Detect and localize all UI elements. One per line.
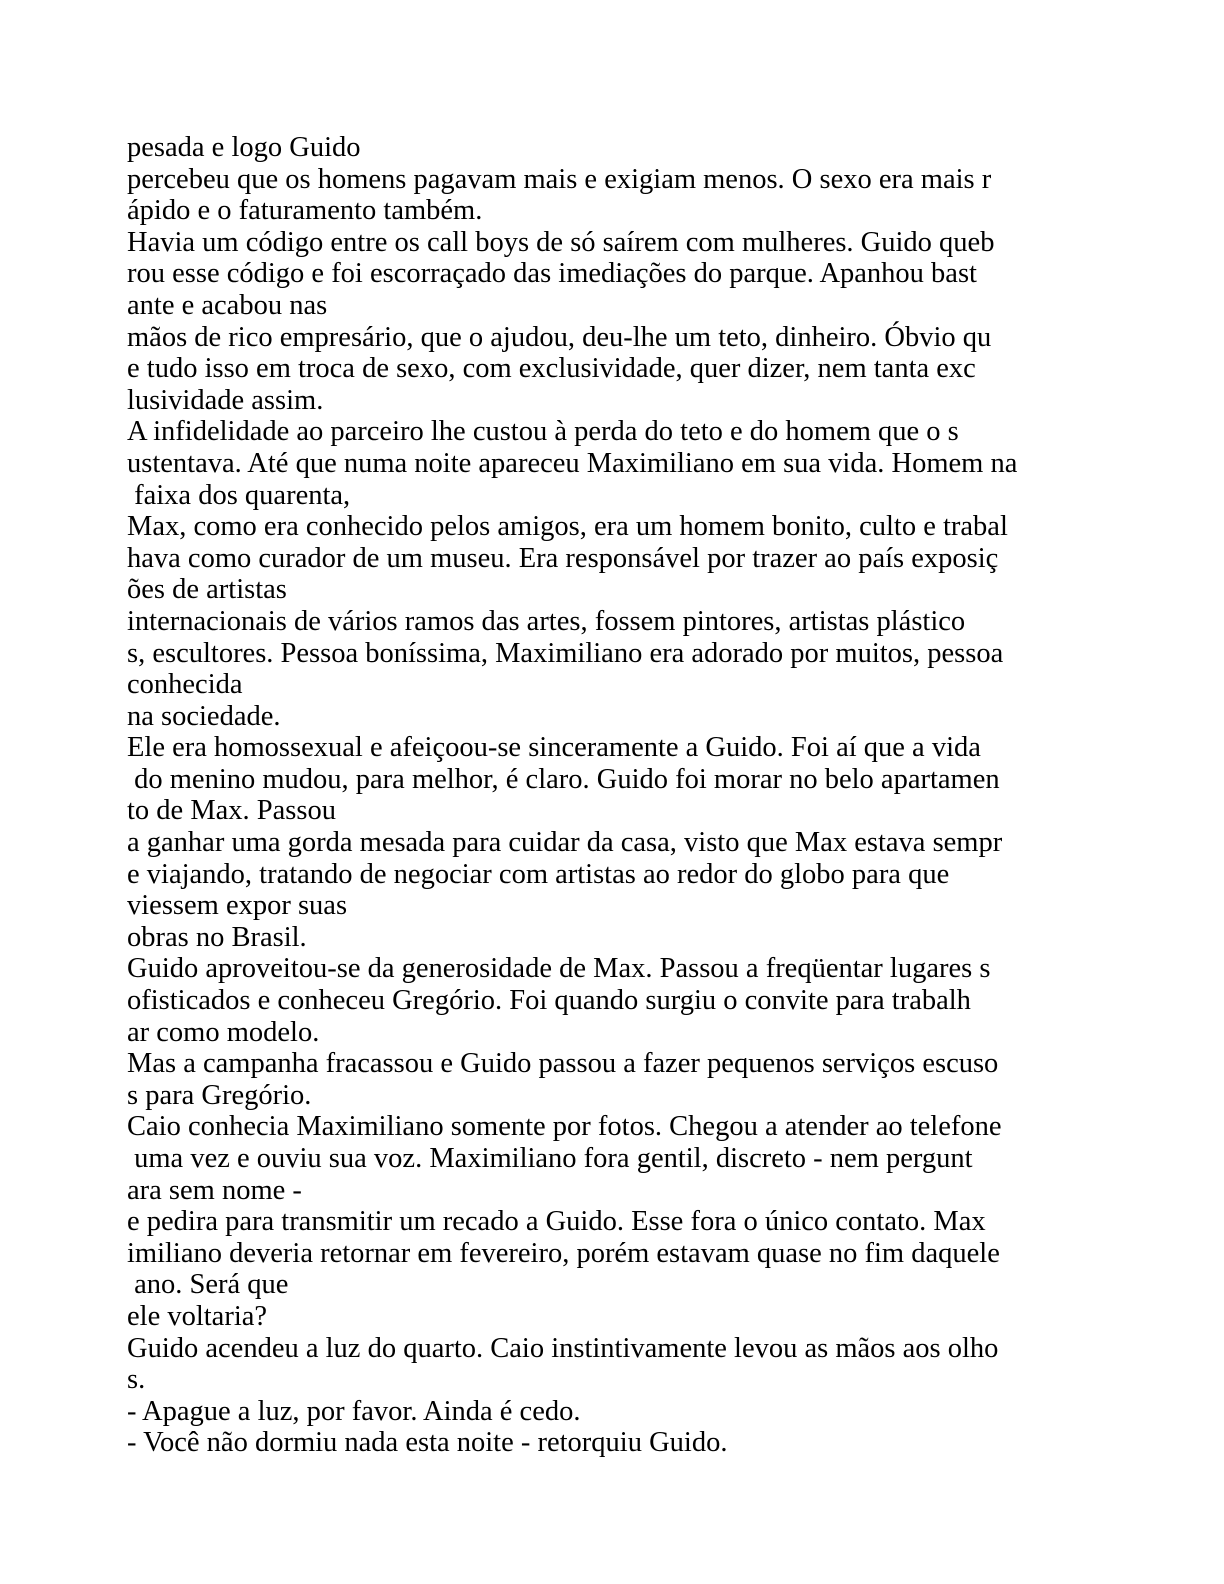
text-line: - Você não dormiu nada esta noite - retorquiu Guido. bbox=[127, 1427, 728, 1459]
text-line: obras no Brasil. bbox=[127, 921, 307, 953]
text-line: Guido aproveitou-se da generosidade de Max. Passou a freqüentar lugares s bbox=[127, 953, 991, 985]
text-line: ustentava. Até que numa noite apareceu Maximiliano em sua vida. Homem na bbox=[127, 447, 1018, 479]
text-line: conhecida bbox=[127, 669, 243, 701]
text-line: A infidelidade ao parceiro lhe custou à perda do teto e do homem que o s bbox=[127, 416, 959, 448]
text-line: a ganhar uma gorda mesada para cuidar da casa, visto que Max estava sempr bbox=[127, 827, 1003, 859]
text-line: na sociedade. bbox=[127, 700, 281, 732]
text-line: mãos de rico empresário, que o ajudou, deu-lhe um teto, dinheiro. Óbvio qu bbox=[127, 321, 992, 353]
text-line: Guido acendeu a luz do quarto. Caio instintivamente levou as mãos aos olho bbox=[127, 1332, 999, 1364]
text-line: internacionais de vários ramos das artes, fossem pintores, artistas plástico bbox=[127, 605, 966, 637]
text-line: e pedira para transmitir um recado a Guido. Esse fora o único contato. Max bbox=[127, 1206, 986, 1238]
text-line: Mas a campanha fracassou e Guido passou a fazer pequenos serviços escuso bbox=[127, 1048, 999, 1080]
text-line: pesada e logo Guido bbox=[127, 132, 361, 163]
text-line: ofisticados e conheceu Gregório. Foi quando surgiu o convite para trabalh bbox=[127, 985, 971, 1017]
text-line: faixa dos quarenta, bbox=[127, 479, 351, 511]
text-line: ano. Será que bbox=[127, 1269, 289, 1301]
text-line: ar como modelo. bbox=[127, 1016, 320, 1048]
text-line: imiliano deveria retornar em fevereiro, porém estavam quase no fim daquele bbox=[127, 1237, 1000, 1269]
text-line: Max, como era conhecido pelos amigos, era um homem bonito, culto e trabal bbox=[127, 511, 1008, 543]
text-line: rou esse código e foi escorraçado das imediações do parque. Apanhou bast bbox=[127, 258, 977, 290]
text-line: do menino mudou, para melhor, é claro. Guido foi morar no belo apartamen bbox=[127, 763, 1000, 795]
text-line: s para Gregório. bbox=[127, 1079, 312, 1111]
text-line: ara sem nome - bbox=[127, 1174, 302, 1206]
text-line: Caio conhecia Maximiliano somente por fotos. Chegou a atender ao telefone bbox=[127, 1111, 1002, 1143]
text-line: Ele era homossexual e afeiçoou-se sinceramente a Guido. Foi aí que a vida bbox=[127, 732, 981, 764]
text-line: hava como curador de um museu. Era responsável por trazer ao país exposiç bbox=[127, 542, 999, 574]
text-line: ele voltaria? bbox=[127, 1300, 268, 1332]
text-line: percebeu que os homens pagavam mais e exigiam menos. O sexo era mais r bbox=[127, 163, 992, 195]
text-line: e tudo isso em troca de sexo, com exclusividade, quer dizer, nem tanta exc bbox=[127, 353, 976, 385]
text-line: uma vez e ouviu sua voz. Maximiliano fora gentil, discreto - nem pergunt bbox=[127, 1143, 973, 1174]
text-line: Havia um código entre os call boys de só saírem com mulheres. Guido queb bbox=[127, 226, 995, 258]
document-body bbox=[127, 132, 1127, 1459]
text-line: ápido e o faturamento também. bbox=[127, 195, 483, 227]
text-line: e viajando, tratando de negociar com artistas ao redor do globo para que bbox=[127, 858, 950, 890]
text-line: s. bbox=[127, 1364, 146, 1396]
text-line: ante e acabou nas bbox=[127, 289, 328, 321]
text-line: to de Max. Passou bbox=[127, 795, 336, 827]
text-line: - Apague a luz, por favor. Ainda é cedo. bbox=[127, 1395, 581, 1427]
text-line: s, escultores. Pessoa boníssima, Maximiliano era adorado por muitos, pessoa bbox=[127, 637, 1004, 669]
text-line: lusividade assim. bbox=[127, 384, 324, 416]
text-line: ões de artistas bbox=[127, 574, 287, 606]
text-line: viessem expor suas bbox=[127, 890, 348, 922]
